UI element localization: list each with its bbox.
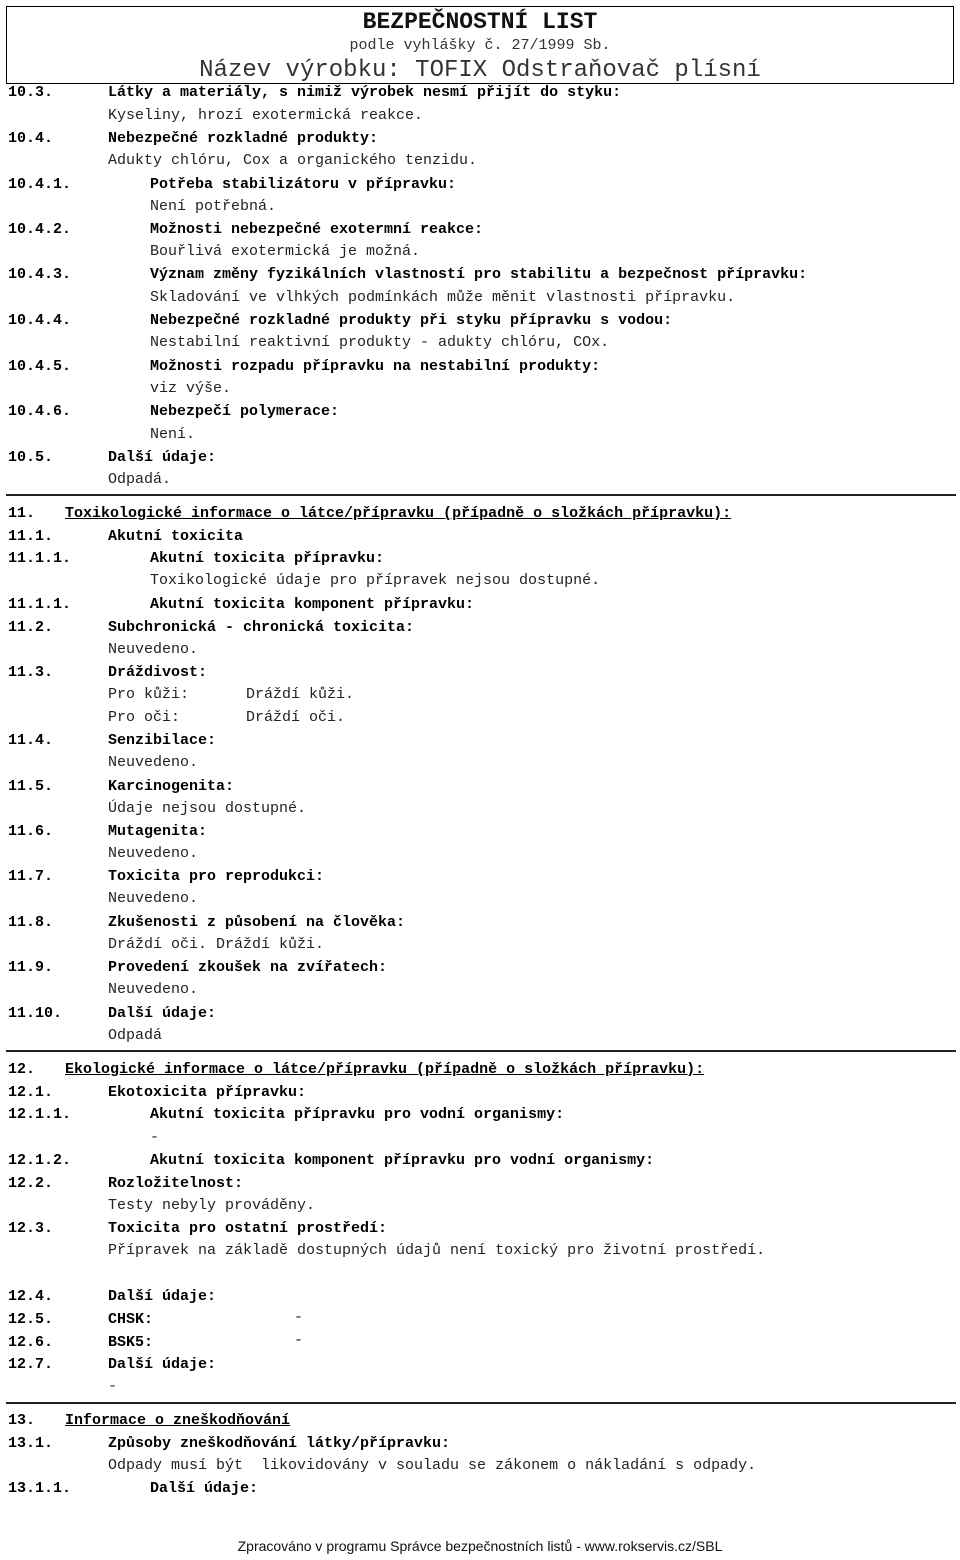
item-number: 11.6.	[8, 823, 54, 840]
item-value: -	[294, 1332, 304, 1349]
item-number: 11.1.	[8, 528, 54, 545]
item-heading: Další údaje:	[108, 1288, 217, 1305]
item-number: 11.1.1.	[8, 550, 72, 567]
item-heading: Mutagenita:	[108, 823, 208, 840]
item-value: Odpadá.	[108, 471, 172, 488]
item-heading: Další údaje:	[150, 1480, 259, 1497]
item-number: 12.6.	[8, 1334, 54, 1351]
item-heading: BSK5:	[108, 1334, 154, 1351]
product-name: Název výrobku: TOFIX Odstraňovač plísní	[199, 57, 761, 84]
item-number: 10.4.6.	[8, 403, 72, 420]
item-value: viz výše.	[150, 380, 232, 397]
item-heading: Ekotoxicita přípravku:	[108, 1084, 307, 1101]
item-number: 12.4.	[8, 1288, 54, 1305]
item-heading: Látky a materiály, s nimiž výrobek nesmí přijít do styku:	[108, 84, 622, 101]
item-value: Testy nebyly prováděny.	[108, 1197, 316, 1214]
item-heading: Akutní toxicita komponent přípravku pro vodní organismy:	[150, 1152, 655, 1169]
item-number: 10.4.5.	[8, 358, 72, 375]
item-value: Adukty chlóru, Cox a organického tenzidu.	[108, 152, 478, 169]
item-heading: Dráždivost:	[108, 664, 208, 681]
item-number: 11.10.	[8, 1005, 63, 1022]
item-value: Neuvedeno.	[108, 890, 199, 907]
section-divider	[6, 494, 956, 496]
item-value: Neuvedeno.	[108, 641, 199, 658]
section-heading: Ekologické informace o látce/přípravku (případně o složkách přípravku):	[65, 1061, 705, 1078]
document-subtitle: podle vyhlášky č. 27/1999 Sb.	[349, 37, 611, 54]
item-heading: Provedení zkoušek na zvířatech:	[108, 959, 388, 976]
item-value: Skladování ve vlhkých podmínkách může měnit vlastnosti přípravku.	[150, 289, 736, 306]
item-heading: Rozložitelnost:	[108, 1175, 244, 1192]
item-number: 13.1.	[8, 1435, 54, 1452]
item-value: Přípravek na základě dostupných údajů není toxický pro životní prostředí.	[108, 1242, 766, 1259]
item-heading: CHSK:	[108, 1311, 154, 1328]
item-heading: Nebezpečné rozkladné produkty při styku přípravku s vodou:	[150, 312, 673, 329]
item-heading: Senzibilace:	[108, 732, 217, 749]
item-number: 11.9.	[8, 959, 54, 976]
item-number: 12.7.	[8, 1356, 54, 1373]
item-value: Odpadá	[108, 1027, 163, 1044]
item-heading: Možnosti nebezpečné exotermní reakce:	[150, 221, 484, 238]
item-value: -	[108, 1378, 118, 1395]
item-heading: Nebezpečí polymerace:	[150, 403, 340, 420]
section-heading: Informace o zneškodňování	[65, 1412, 291, 1429]
item-number: 10.5.	[8, 449, 54, 466]
item-heading: Akutní toxicita přípravku:	[150, 550, 385, 567]
page-footer: Zpracováno v programu Správce bezpečnostních listů - www.rokservis.cz/SBL	[237, 1538, 723, 1554]
item-value: Kyseliny, hrozí exotermická reakce.	[108, 107, 424, 124]
item-heading: Akutní toxicita přípravku pro vodní organismy:	[150, 1106, 565, 1123]
item-number: 10.3.	[8, 84, 54, 101]
item-value: Toxikologické údaje pro přípravek nejsou dostupné.	[150, 572, 601, 589]
item-value: Údaje nejsou dostupné.	[108, 800, 307, 817]
item-heading: Další údaje:	[108, 1005, 217, 1022]
item-number: 11.5.	[8, 778, 54, 795]
item-heading: Potřeba stabilizátoru v přípravku:	[150, 176, 457, 193]
item-value: -	[294, 1309, 304, 1326]
item-number: 11.8.	[8, 914, 54, 931]
item-number: 10.4.3.	[8, 266, 72, 283]
item-heading: Možnosti rozpadu přípravku na nestabilní produkty:	[150, 358, 601, 375]
item-value: Dráždí oči. Dráždí kůži.	[108, 936, 325, 953]
item-number: 10.4.	[8, 130, 54, 147]
item-number: 13.1.1.	[8, 1480, 72, 1497]
item-heading: Subchronická - chronická toxicita:	[108, 619, 415, 636]
item-heading: Akutní toxicita komponent přípravku:	[150, 596, 475, 613]
item-number: 12.1.2.	[8, 1152, 72, 1169]
item-value: -	[150, 1129, 160, 1146]
item-heading: Způsoby zneškodňování látky/přípravku:	[108, 1435, 451, 1452]
section-divider	[6, 1402, 956, 1404]
item-heading: Toxicita pro reprodukci:	[108, 868, 325, 885]
item-value: Dráždí kůži.	[246, 686, 355, 703]
item-heading: Karcinogenita:	[108, 778, 235, 795]
item-number: 10.4.4.	[8, 312, 72, 329]
item-heading: Zkušenosti z působení na člověka:	[108, 914, 406, 931]
item-number: 11.1.1.	[8, 596, 72, 613]
item-number: 12.5.	[8, 1311, 54, 1328]
item-heading: Význam změny fyzikálních vlastností pro stabilitu a bezpečnost přípravku:	[150, 266, 808, 283]
item-value: Není.	[150, 426, 196, 443]
item-value: Neuvedeno.	[108, 845, 199, 862]
item-number: 11.3.	[8, 664, 54, 681]
section-divider	[6, 1050, 956, 1052]
item-number: 12.2.	[8, 1175, 54, 1192]
item-heading: Další údaje:	[108, 1356, 217, 1373]
item-value: Neuvedeno.	[108, 981, 199, 998]
item-number: 11.4.	[8, 732, 54, 749]
section-number: 12.	[8, 1061, 36, 1078]
item-heading: Nebezpečné rozkladné produkty:	[108, 130, 379, 147]
item-number: 12.3.	[8, 1220, 54, 1237]
item-number: 10.4.1.	[8, 176, 72, 193]
section-number: 11.	[8, 505, 36, 522]
item-heading: Toxicita pro ostatní prostředí:	[108, 1220, 388, 1237]
document-title: BEZPEČNOSTNÍ LIST	[362, 9, 598, 35]
item-heading: Akutní toxicita	[108, 528, 244, 545]
item-value: Neuvedeno.	[108, 754, 199, 771]
item-value: Bouřlivá exotermická je možná.	[150, 243, 421, 260]
section-heading: Toxikologické informace o látce/přípravku (případně o složkách přípravku):	[65, 505, 732, 522]
item-number: 11.7.	[8, 868, 54, 885]
item-value: Není potřebná.	[150, 198, 277, 215]
item-key: Pro oči:	[108, 709, 181, 726]
item-key: Pro kůži:	[108, 686, 190, 703]
item-number: 10.4.2.	[8, 221, 72, 238]
item-number: 11.2.	[8, 619, 54, 636]
item-value: Odpady musí být likovidovány v souladu se zákonem o nákladání s odpady.	[108, 1457, 757, 1474]
item-value: Nestabilní reaktivní produkty - adukty chlóru, COx.	[150, 334, 610, 351]
item-number: 12.1.	[8, 1084, 54, 1101]
item-heading: Další údaje:	[108, 449, 217, 466]
item-value: Dráždí oči.	[246, 709, 346, 726]
item-number: 12.1.1.	[8, 1106, 72, 1123]
document-header	[6, 6, 954, 84]
section-number: 13.	[8, 1412, 36, 1429]
